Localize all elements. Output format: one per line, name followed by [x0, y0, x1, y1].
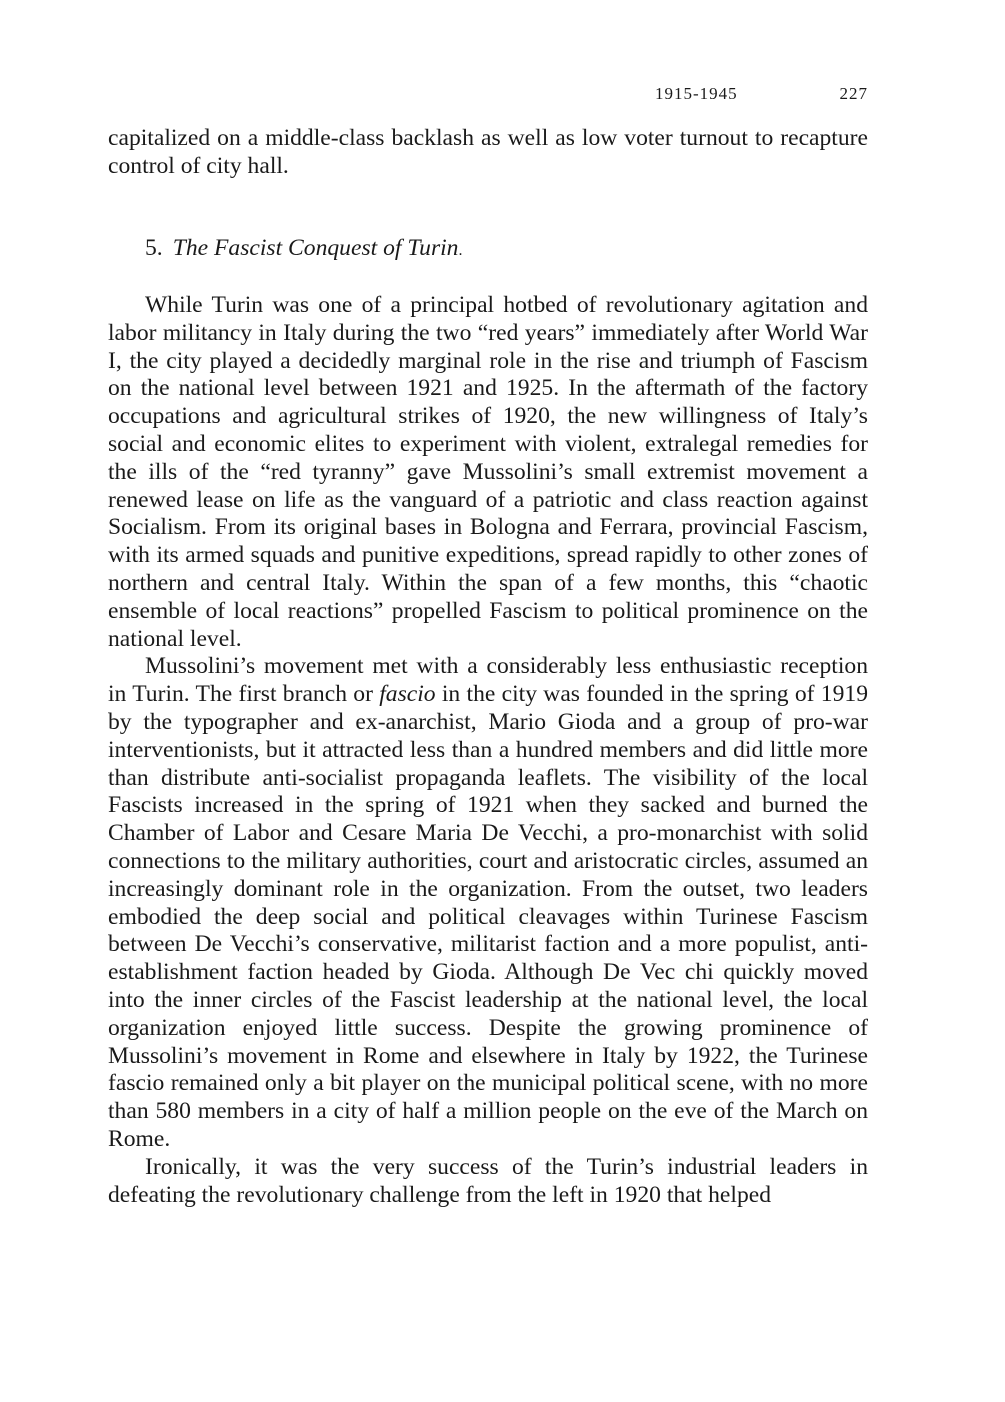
running-head-title: 1915-1945: [655, 84, 738, 103]
paragraph-2-part-1: Mussolini’s movement met with a considerably less enthusiastic reception in Turin. The first branch or: [108, 653, 868, 708]
paragraph-3: Ironically, it was the very success of the Turin’s industrial leaders in defeating the revolutionary challenge from the left in 1920 that helped: [108, 1153, 868, 1208]
page-number: 227: [839, 84, 868, 103]
paragraph-1: While Turin was one of a principal hotbed of revolutionary agitation and labor militancy in Italy during the two “red years” immediately after World War I, the city played a decidedly marginal role in the rise and triumph of Fascism on the national level between 1921 and 1925. In the aftermath of the factory occupations and agricultural strikes of 1920, the new willingness of Italy’s social and economic elites to experiment with violent, extralegal remedies for the ills of the “red tyranny” gave Mussolini’s small extremist movement a renewed lease on life as the vanguard of a patriotic and class reaction against Socialism. From its original bases in Bologna and Ferrara, provincial Fascism, with its armed squads and punitive expeditions, spread rapidly to other zones of northern and central Italy. Within the span of a few months, this “chaotic ensemble of local reactions” propelled Fascism to political prominence on the national level.: [108, 292, 868, 652]
running-head: [108, 84, 868, 108]
section-title-dot: .: [458, 242, 463, 259]
section-number: 5.: [145, 235, 163, 261]
paragraph-2-italic-term: fascio: [379, 681, 436, 708]
carryover-text: [108, 125, 868, 181]
section-heading: [145, 234, 462, 265]
paragraph-2-part-2: in the city was founded in the spring of 1919 by the typographer and ex-anarchist, Mario Gioda and a group of pro-war interventionists, but it attracted less than a hundred members and did little more than distribute anti-socialist propaganda leaflets. The visibility of the local Fascists increased in the spring of 1921 when they sacked and burned the Chamber of Labor and Cesare Maria De Vecchi, a pro-monarchist with solid connections to the military authorities, court and aristocratic circles, assumed an increasingly dominant role in the organization. From the outset, two leaders embodied the deep social and political cleavages within Turinese Fascism between De Vecchi’s conservative, militarist faction and a more populist, anti-establishment faction headed by Gioda. Although De Vec chi quickly moved into the inner circles of the Fascist leadership at the national level, the local organization enjoyed little success. Despite the growing prominence of Mussolini’s movement in Rome and elsewhere in Italy by 1922, the Turinese fascio remained only a bit player on the municipal political scene, with no more than 580 members in a city of half a million people on the eve of the March on Rome.: [108, 681, 868, 1152]
section-title: The Fascist Conquest of Turin: [172, 235, 459, 261]
body-text: [108, 292, 868, 1209]
paragraph-carryover: capitalized on a middle-class backlash as well as low voter turnout to recapture control of city hall.: [108, 125, 868, 179]
paragraph-2: [108, 653, 868, 1153]
